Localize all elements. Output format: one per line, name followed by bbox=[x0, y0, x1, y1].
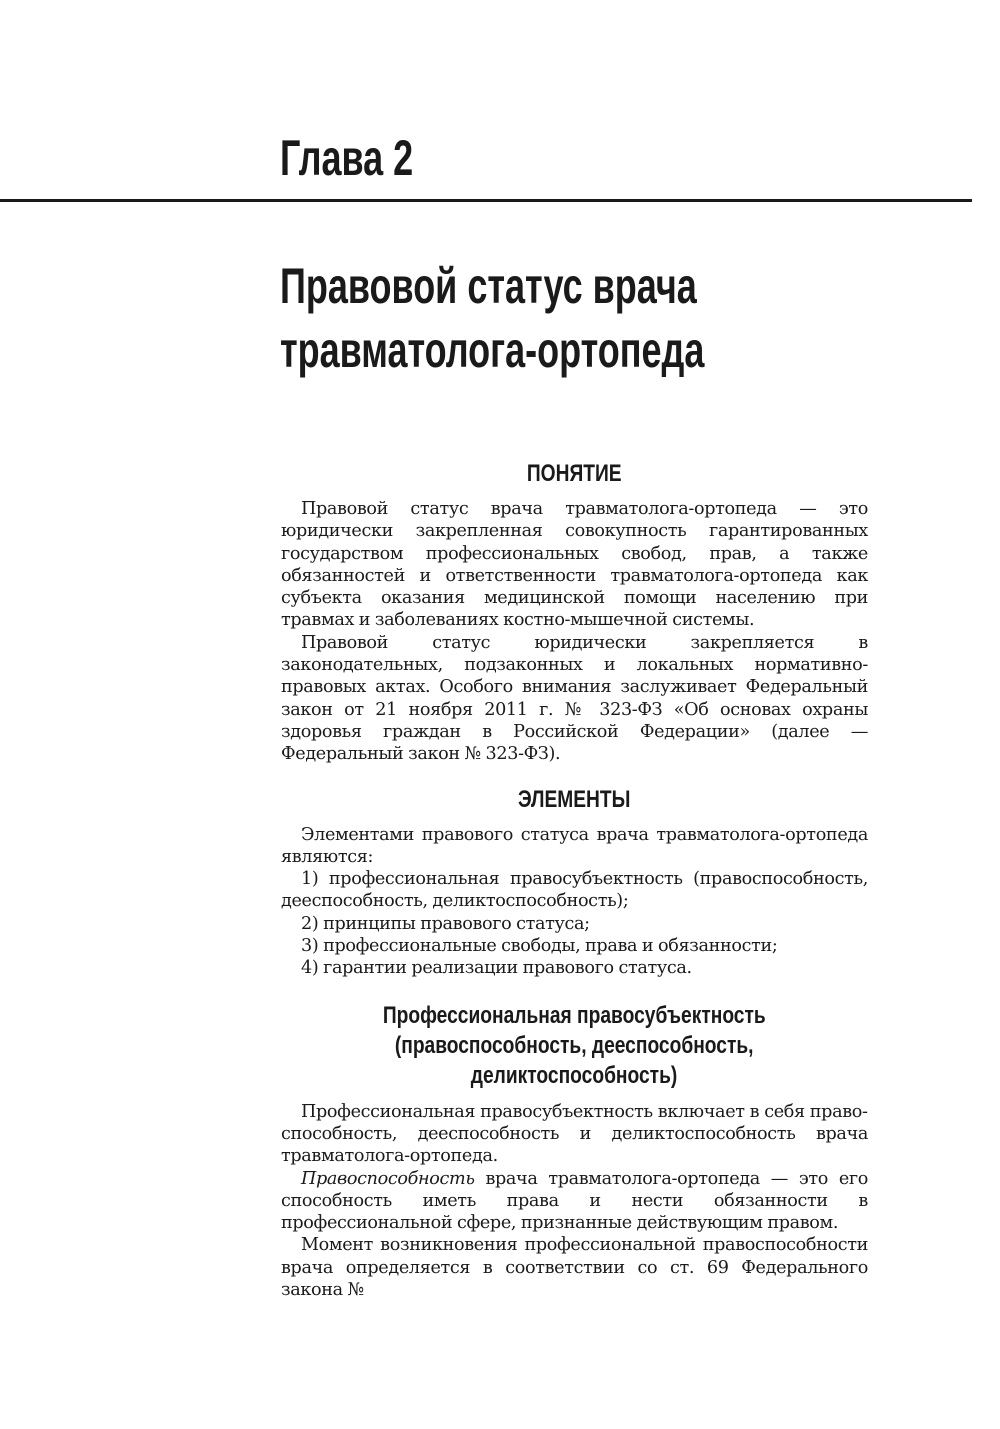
concept-paragraph-1: Правовой статус врача травматолога-ортопеда — это юридически закрепленная совокупность гарантированных государством профессиональных свобод, прав, а также обязанностей и ответственности травматолога-ортопеда как субъекта оказания медицинской помощи населению при травмах и заболеваниях костно-мышечной системы. bbox=[281, 499, 868, 631]
chapter-divider bbox=[0, 199, 972, 202]
elements-intro: Элементами правового статуса врача травматолога-ортопеда являются: bbox=[281, 824, 868, 867]
term-legal-capacity: Правоспособность bbox=[301, 1168, 475, 1189]
chapter-label: Глава 2 bbox=[280, 130, 414, 186]
legal-capacity-definition: врача травматолога-ортопеда — это его способность иметь права и нести обязанности в профессиональной сфере, признанные действующим правом. bbox=[281, 1168, 868, 1234]
elements-list bbox=[281, 868, 868, 979]
chapter-title bbox=[280, 254, 704, 382]
concept-paragraph-2: Правовой статус юридически закрепляется в законодательных, подзаконных и локальных нормативно-правовых актах. Особого внимания заслуживает Федеральный закон от 21 ноября 2011 г. № 323-ФЗ «Об основах охраны здоровья граждан в Российской Федерации» (далее — Федеральный закон № 323-ФЗ). bbox=[281, 632, 868, 765]
chapter-title-line-2: травматолога-ортопеда bbox=[280, 322, 705, 378]
chapter-body bbox=[281, 450, 868, 1301]
section-heading-legal-personality: Профессиональная правосубъектность (правоспособность, дееспособность, деликтоспособность) bbox=[383, 1001, 766, 1089]
chapter-title-line-1: Правовой статус врача bbox=[280, 258, 697, 314]
elements-list-item-2: 2) принципы правового статуса; bbox=[301, 913, 590, 934]
elements-list-item-3: 3) профессиональные свободы, права и обязанности; bbox=[301, 936, 778, 957]
legal-personality-paragraph-2 bbox=[281, 1168, 868, 1235]
legal-personality-paragraph-3: Момент возникновения профессиональной правоспособности врача определяется в соответствии со ст. 69 Федерального закона № bbox=[281, 1235, 868, 1301]
legal-personality-paragraph-1: Профессиональная правосубъектность включает в себя правоспособность, дееспособность и деликтоспособность врача травматолога-ортопеда. bbox=[281, 1101, 868, 1167]
elements-list-item-4: 4) гарантии реализации правового статуса. bbox=[301, 958, 692, 979]
section-heading-concept: ПОНЯТИЕ bbox=[527, 460, 622, 487]
elements-list-item-1: 1) профессиональная правосубъектность (правоспособность, дееспособность, деликтоспособность); bbox=[281, 869, 868, 912]
section-heading-elements: ЭЛЕМЕНТЫ bbox=[518, 785, 631, 813]
